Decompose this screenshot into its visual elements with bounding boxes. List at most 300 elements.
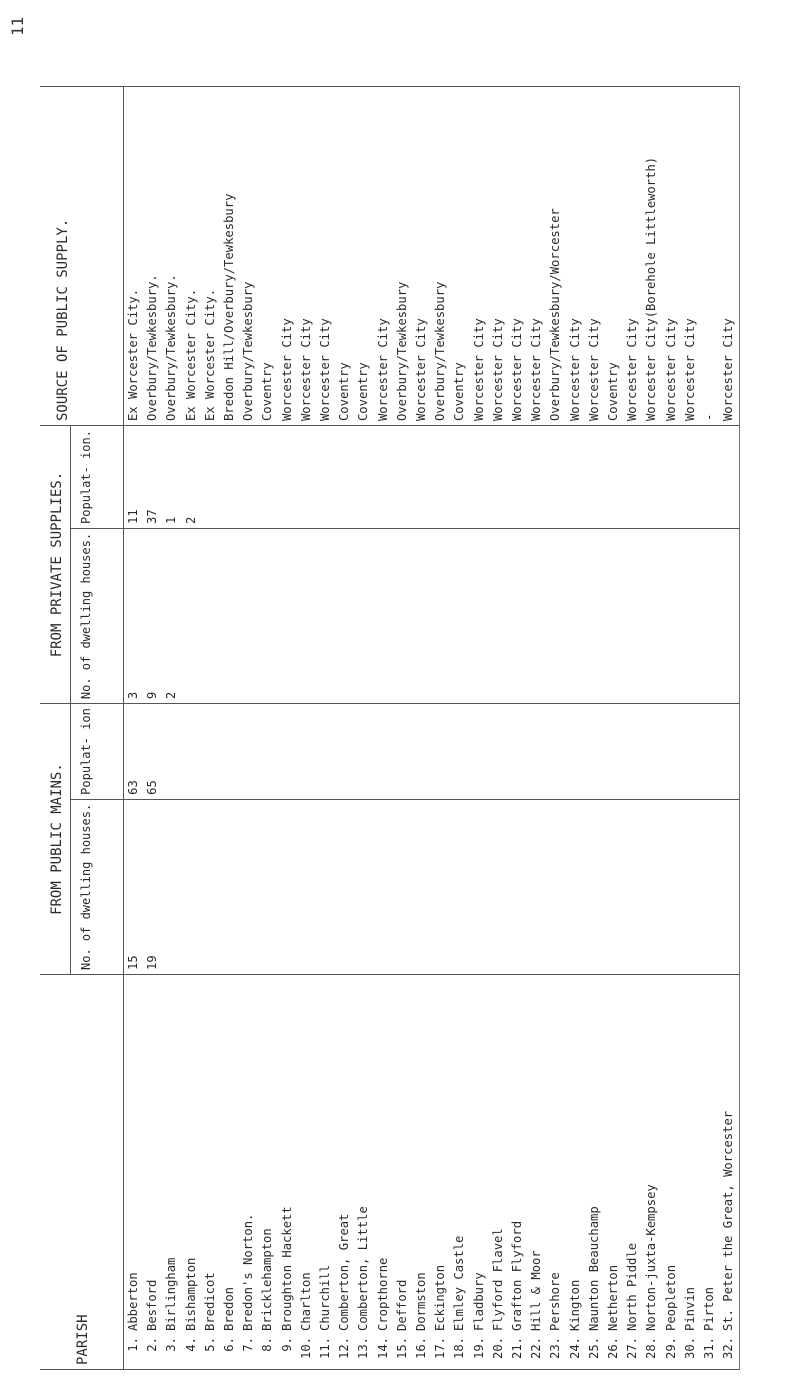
mains-dwellings-cell <box>431 799 450 974</box>
parish-name: St. Peter the Great, Worcester <box>721 1110 736 1331</box>
private-dwellings-cell: 3 <box>124 528 144 703</box>
parish-cell <box>393 975 412 1370</box>
private-dwellings-cell <box>527 528 546 703</box>
private-dwellings-cell <box>566 528 585 703</box>
mains-dwellings-cell <box>162 799 181 974</box>
row-index: 22. <box>529 1337 544 1360</box>
source-cell: - <box>700 87 719 426</box>
source-cell: Worcester City <box>719 87 739 426</box>
row-index: 21. <box>510 1337 525 1360</box>
private-population-cell <box>278 426 297 529</box>
mains-population-cell <box>162 704 181 800</box>
mains-population-cell <box>316 704 335 800</box>
source-cell: Worcester City <box>566 87 585 426</box>
parish-name: Fladbury <box>471 1272 486 1331</box>
parish-name: Eckington <box>433 1264 448 1331</box>
mains-dwellings-cell <box>182 799 201 974</box>
parish-name: Bricklehampton <box>260 1228 275 1331</box>
mains-dwellings-cell <box>681 799 700 974</box>
parish-cell <box>297 975 316 1370</box>
source-cell: Worcester City <box>470 87 489 426</box>
mains-dwellings-cell <box>546 799 565 974</box>
source-cell: Worcester City <box>662 87 681 426</box>
parish-name: Naunton Beauchamp <box>586 1206 601 1331</box>
parish-name: Abberton <box>126 1272 140 1331</box>
mains-dwellings-cell <box>201 799 220 974</box>
mains-population-cell <box>642 704 661 800</box>
parish-name: Peopleton <box>663 1264 678 1331</box>
private-population-cell <box>566 426 585 529</box>
parish-name: Churchill <box>318 1264 333 1331</box>
table-row <box>585 87 604 1370</box>
parish-cell <box>662 975 681 1370</box>
row-index: 4. <box>183 1337 198 1352</box>
mains-dwellings-cell <box>700 799 719 974</box>
mains-population-cell <box>566 704 585 800</box>
private-population-cell <box>335 426 354 529</box>
source-cell: Worcester City <box>316 87 335 426</box>
mains-population-cell <box>412 704 431 800</box>
parish-name: Hill & Moor <box>529 1250 544 1331</box>
source-cell: Worcester City <box>681 87 700 426</box>
mains-population-cell <box>508 704 527 800</box>
private-dwellings-cell <box>604 528 623 703</box>
private-dwellings-cell <box>508 528 527 703</box>
private-dwellings-cell <box>700 528 719 703</box>
private-dwellings-cell <box>393 528 412 703</box>
private-dwellings-cell <box>719 528 739 703</box>
mains-population-cell <box>201 704 220 800</box>
private-dwellings-cell <box>201 528 220 703</box>
parish-cell <box>374 975 393 1370</box>
mains-population-cell <box>297 704 316 800</box>
row-index: 10. <box>298 1337 313 1360</box>
table-row <box>546 87 565 1370</box>
source-cell: Coventry <box>604 87 623 426</box>
mains-population-cell <box>546 704 565 800</box>
parish-name: Cropthorne <box>375 1257 390 1331</box>
parish-cell <box>604 975 623 1370</box>
table-row <box>662 87 681 1370</box>
mains-dwellings-cell <box>354 799 373 974</box>
private-population-cell <box>546 426 565 529</box>
private-population-cell: 2 <box>182 426 201 529</box>
parish-name: Comberton, Little <box>356 1206 371 1331</box>
parish-name: Grafton Flyford <box>510 1220 525 1331</box>
parish-cell <box>201 975 220 1370</box>
table-body <box>124 87 740 1370</box>
private-dwellings-cell <box>316 528 335 703</box>
row-index: 16. <box>414 1337 429 1360</box>
parish-name: Bredon's Norton. <box>241 1213 256 1331</box>
private-population-cell <box>201 426 220 529</box>
mains-dwellings-cell <box>470 799 489 974</box>
parish-cell <box>585 975 604 1370</box>
row-index: 28. <box>644 1337 659 1360</box>
source-cell: Coventry <box>450 87 469 426</box>
table-row <box>623 87 642 1370</box>
private-dwellings-cell <box>681 528 700 703</box>
table-row <box>297 87 316 1370</box>
source-cell: Overbury/Tewkesbury <box>393 87 412 426</box>
mains-dwellings-cell <box>585 799 604 974</box>
private-dwellings-cell <box>546 528 565 703</box>
private-population-cell <box>700 426 719 529</box>
private-population-cell <box>489 426 508 529</box>
mains-dwellings-cell <box>623 799 642 974</box>
table-row <box>470 87 489 1370</box>
parish-name: Charlton <box>298 1272 313 1331</box>
table-row <box>143 87 162 1370</box>
parish-cell <box>354 975 373 1370</box>
private-dwellings-cell <box>354 528 373 703</box>
mains-population-cell <box>719 704 739 800</box>
mains-population-cell <box>374 704 393 800</box>
private-dwellings-cell <box>662 528 681 703</box>
row-index: 31. <box>702 1337 717 1360</box>
parish-cell <box>316 975 335 1370</box>
private-dwellings-cell <box>431 528 450 703</box>
mains-population-cell <box>662 704 681 800</box>
mains-population-cell <box>450 704 469 800</box>
parish-name: Bredicot <box>202 1272 217 1331</box>
row-index: 3. <box>164 1337 179 1352</box>
mains-dwellings-cell <box>239 799 258 974</box>
row-index: 19. <box>471 1337 486 1360</box>
private-population-cell <box>719 426 739 529</box>
parish-name: Broughton Hackett <box>279 1206 294 1331</box>
private-population-cell <box>470 426 489 529</box>
parish-cell <box>143 975 162 1370</box>
private-population-cell <box>258 426 277 529</box>
parish-cell <box>527 975 546 1370</box>
mains-population-cell <box>585 704 604 800</box>
private-dwellings-cell <box>642 528 661 703</box>
source-cell: Worcester City <box>489 87 508 426</box>
parish-cell <box>124 975 144 1370</box>
mains-population-cell <box>354 704 373 800</box>
mains-population-cell <box>431 704 450 800</box>
parish-cell <box>623 975 642 1370</box>
parish-cell <box>508 975 527 1370</box>
mains-dwellings-cell <box>450 799 469 974</box>
row-index: 30. <box>682 1337 697 1360</box>
table-row <box>162 87 181 1370</box>
parish-cell <box>182 975 201 1370</box>
private-population-cell <box>642 426 661 529</box>
table-row <box>489 87 508 1370</box>
parish-name: Bishampton <box>183 1257 198 1331</box>
private-population-cell <box>604 426 623 529</box>
mains-dwellings-cell <box>719 799 739 974</box>
row-index: 26. <box>606 1337 621 1360</box>
table-row <box>316 87 335 1370</box>
mains-population-cell <box>623 704 642 800</box>
parish-cell <box>566 975 585 1370</box>
header-mains-dwellings: No. of dwelling houses. <box>71 799 124 974</box>
header-public-mains: FROM PUBLIC MAINS. <box>40 704 71 975</box>
table-row <box>124 87 144 1370</box>
row-index: 15. <box>394 1337 409 1360</box>
table-row <box>450 87 469 1370</box>
source-cell: Worcester City <box>374 87 393 426</box>
table-row <box>431 87 450 1370</box>
mains-population-cell <box>604 704 623 800</box>
table-row <box>354 87 373 1370</box>
table-row <box>412 87 431 1370</box>
row-index: 18. <box>452 1337 467 1360</box>
parish-name: Pinvin <box>682 1286 697 1331</box>
mains-population-cell <box>470 704 489 800</box>
table-row <box>527 87 546 1370</box>
private-population-cell <box>393 426 412 529</box>
private-dwellings-cell: 2 <box>162 528 181 703</box>
row-index: 24. <box>567 1337 582 1360</box>
mains-dwellings-cell <box>393 799 412 974</box>
source-cell: Coventry <box>258 87 277 426</box>
source-cell: Worcester City <box>527 87 546 426</box>
table-row <box>719 87 739 1370</box>
source-cell: Ex Worcester City. <box>201 87 220 426</box>
private-dwellings-cell <box>278 528 297 703</box>
row-index: 20. <box>490 1337 505 1360</box>
parish-name: Flyford Flavel <box>490 1228 505 1331</box>
row-index: 29. <box>663 1337 678 1360</box>
parish-name: Dormston <box>414 1272 429 1331</box>
header-group-row <box>40 87 71 1370</box>
parish-cell <box>258 975 277 1370</box>
table-row <box>182 87 201 1370</box>
parish-name: Pershore <box>548 1272 563 1331</box>
source-cell: Ex Worcester City. <box>124 87 144 426</box>
table-row <box>604 87 623 1370</box>
parish-cell <box>220 975 239 1370</box>
parish-name: Besford <box>145 1279 160 1331</box>
row-index: 2. <box>145 1337 160 1352</box>
mains-dwellings-cell <box>662 799 681 974</box>
private-population-cell <box>239 426 258 529</box>
mains-population-cell <box>681 704 700 800</box>
row-index: 13. <box>356 1337 371 1360</box>
mains-population-cell <box>220 704 239 800</box>
source-cell: Coventry <box>335 87 354 426</box>
parish-cell <box>489 975 508 1370</box>
table-row <box>374 87 393 1370</box>
source-cell: Worcester City <box>508 87 527 426</box>
row-index: 1. <box>126 1337 140 1352</box>
parish-name: Comberton, Great <box>337 1213 352 1331</box>
parish-name: Bredon <box>222 1286 237 1331</box>
private-population-cell: 11 <box>124 426 144 529</box>
table-row <box>508 87 527 1370</box>
table-row <box>278 87 297 1370</box>
header-source: SOURCE OF PUBLIC SUPPLY. <box>40 87 124 426</box>
private-dwellings-cell <box>297 528 316 703</box>
private-population-cell <box>450 426 469 529</box>
private-population-cell: 37 <box>143 426 162 529</box>
private-population-cell: 1 <box>162 426 181 529</box>
water-supply-table <box>40 86 740 1370</box>
parish-name: Netherton <box>606 1264 621 1331</box>
parish-cell <box>470 975 489 1370</box>
parish-name: North Piddle <box>625 1242 640 1331</box>
mains-dwellings-cell <box>412 799 431 974</box>
source-cell: Overbury/Tewkesbury. <box>143 87 162 426</box>
private-dwellings-cell <box>585 528 604 703</box>
source-cell: Worcester City <box>585 87 604 426</box>
mains-dwellings-cell <box>566 799 585 974</box>
mains-dwellings-cell <box>258 799 277 974</box>
private-population-cell <box>508 426 527 529</box>
row-index: 8. <box>260 1337 275 1352</box>
parish-name: Pirton <box>702 1286 717 1331</box>
row-index: 12. <box>337 1337 352 1360</box>
private-dwellings-cell <box>335 528 354 703</box>
private-population-cell <box>527 426 546 529</box>
parish-cell <box>546 975 565 1370</box>
private-population-cell <box>585 426 604 529</box>
mains-dwellings-cell: 19 <box>143 799 162 974</box>
source-cell: Bredon Hill/Overbury/Tewkesbury <box>220 87 239 426</box>
private-population-cell <box>220 426 239 529</box>
private-dwellings-cell <box>412 528 431 703</box>
private-dwellings-cell <box>450 528 469 703</box>
table-row <box>393 87 412 1370</box>
row-index: 27. <box>625 1337 640 1360</box>
parish-cell <box>335 975 354 1370</box>
parish-cell <box>700 975 719 1370</box>
private-population-cell <box>662 426 681 529</box>
row-index: 5. <box>202 1337 217 1352</box>
private-dwellings-cell <box>220 528 239 703</box>
mains-population-cell: 65 <box>143 704 162 800</box>
source-cell: Worcester City <box>623 87 642 426</box>
page-number: 11 <box>8 16 27 36</box>
parish-cell <box>431 975 450 1370</box>
row-index: 25. <box>586 1337 601 1360</box>
row-index: 32. <box>721 1337 736 1360</box>
parish-cell <box>450 975 469 1370</box>
table-row <box>700 87 719 1370</box>
mains-population-cell <box>278 704 297 800</box>
header-mains-population: Populat- ion <box>71 704 124 800</box>
row-index: 7. <box>241 1337 256 1352</box>
parish-cell <box>162 975 181 1370</box>
private-population-cell <box>354 426 373 529</box>
table-row <box>258 87 277 1370</box>
parish-name: Defford <box>394 1279 409 1331</box>
mains-population-cell <box>393 704 412 800</box>
mains-population-cell <box>489 704 508 800</box>
source-cell: Overbury/Tewkesbury. <box>162 87 181 426</box>
parish-name: Birlingham <box>164 1257 179 1331</box>
private-population-cell <box>431 426 450 529</box>
mains-population-cell <box>239 704 258 800</box>
mains-dwellings-cell <box>316 799 335 974</box>
private-dwellings-cell <box>470 528 489 703</box>
mains-dwellings-cell <box>374 799 393 974</box>
private-dwellings-cell: 9 <box>143 528 162 703</box>
header-parish: PARISH <box>40 975 124 1370</box>
parish-cell <box>278 975 297 1370</box>
private-population-cell <box>316 426 335 529</box>
table-row <box>642 87 661 1370</box>
mains-dwellings-cell <box>604 799 623 974</box>
row-index: 23. <box>548 1337 563 1360</box>
parish-cell <box>239 975 258 1370</box>
source-cell: Worcester City(Borehole Littleworth) <box>642 87 661 426</box>
private-population-cell <box>374 426 393 529</box>
mains-dwellings-cell <box>489 799 508 974</box>
parish-name: Norton-juxta-Kempsey <box>644 1184 659 1331</box>
mains-population-cell <box>700 704 719 800</box>
mains-dwellings-cell <box>297 799 316 974</box>
private-dwellings-cell <box>623 528 642 703</box>
table-row <box>239 87 258 1370</box>
private-dwellings-cell <box>182 528 201 703</box>
mains-dwellings-cell: 15 <box>124 799 144 974</box>
parish-name: Kington <box>567 1279 582 1331</box>
mains-dwellings-cell <box>508 799 527 974</box>
row-index: 6. <box>222 1337 237 1352</box>
row-index: 17. <box>433 1337 448 1360</box>
mains-dwellings-cell <box>278 799 297 974</box>
source-cell: Worcester City <box>412 87 431 426</box>
source-cell: Overbury/Tewkesbury <box>239 87 258 426</box>
source-cell: Worcester City <box>278 87 297 426</box>
private-dwellings-cell <box>374 528 393 703</box>
mains-dwellings-cell <box>220 799 239 974</box>
mains-dwellings-cell <box>642 799 661 974</box>
parish-name: Elmley Castle <box>452 1235 467 1331</box>
source-cell: Overbury/Tewkesbury <box>431 87 450 426</box>
table-row <box>335 87 354 1370</box>
private-population-cell <box>297 426 316 529</box>
parish-cell <box>642 975 661 1370</box>
table-row <box>201 87 220 1370</box>
mains-population-cell <box>258 704 277 800</box>
private-dwellings-cell <box>489 528 508 703</box>
private-population-cell <box>681 426 700 529</box>
source-cell: Coventry <box>354 87 373 426</box>
private-population-cell <box>412 426 431 529</box>
header-private-dwellings: No. of dwelling houses. <box>71 528 124 703</box>
mains-population-cell: 63 <box>124 704 144 800</box>
source-cell: Ex Worcester City. <box>182 87 201 426</box>
table-row <box>220 87 239 1370</box>
mains-population-cell <box>335 704 354 800</box>
parish-cell <box>681 975 700 1370</box>
row-index: 14. <box>375 1337 390 1360</box>
header-private-supplies: FROM PRIVATE SUPPLIES. <box>40 426 71 704</box>
header-private-population: Populat- ion. <box>71 426 124 529</box>
parish-cell <box>719 975 739 1370</box>
table-row <box>566 87 585 1370</box>
parish-cell <box>412 975 431 1370</box>
source-cell: Overbury/Tewkesbury/Worcester <box>546 87 565 426</box>
table-row <box>681 87 700 1370</box>
mains-population-cell <box>182 704 201 800</box>
row-index: 11. <box>318 1337 333 1360</box>
mains-population-cell <box>527 704 546 800</box>
mains-dwellings-cell <box>527 799 546 974</box>
mains-dwellings-cell <box>335 799 354 974</box>
private-dwellings-cell <box>258 528 277 703</box>
row-index: 9. <box>279 1337 294 1352</box>
private-dwellings-cell <box>239 528 258 703</box>
source-cell: Worcester City <box>297 87 316 426</box>
private-population-cell <box>623 426 642 529</box>
